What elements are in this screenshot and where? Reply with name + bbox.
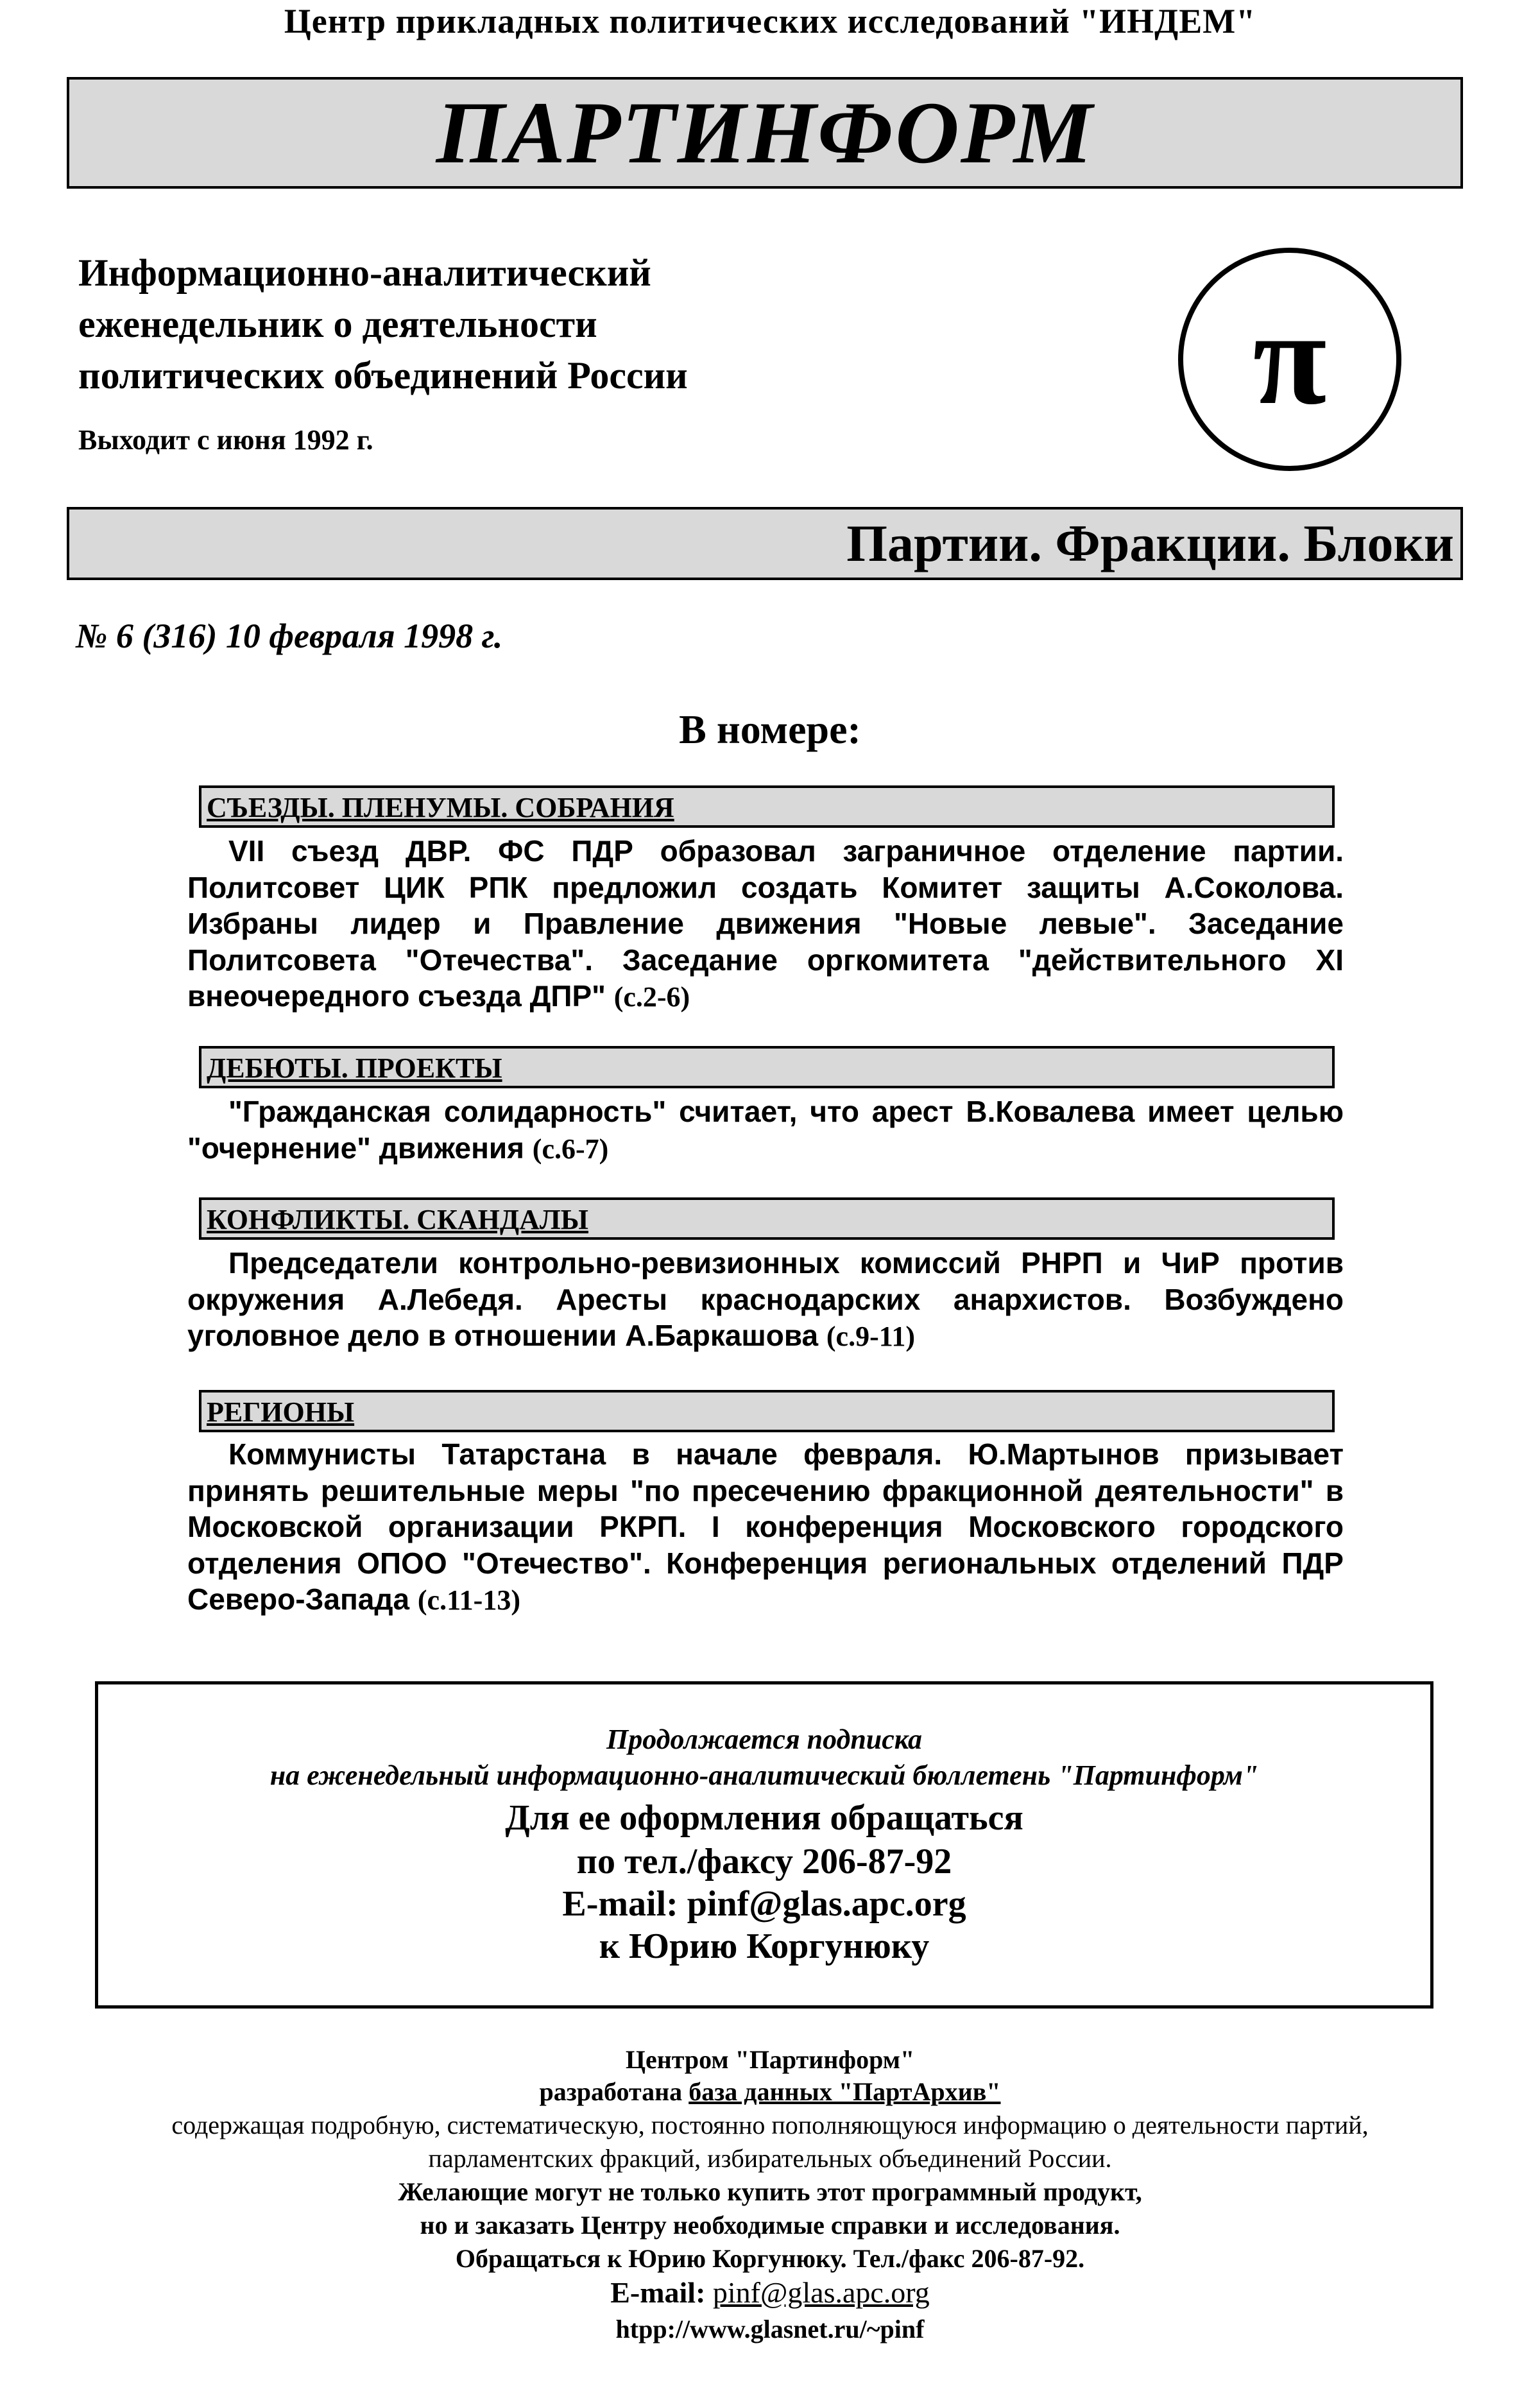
- section-banner: [67, 507, 1463, 580]
- subscription-phone: по тел./факсу 206-87-92: [576, 1842, 952, 1881]
- issue-number: № 6 (316) 10 февраля 1998 г.: [76, 617, 503, 655]
- logo-symbol: π: [1253, 284, 1327, 433]
- publication-description: [78, 247, 688, 401]
- website-link[interactable]: htpp://www.glasnet.ru/~pinf: [615, 2315, 925, 2343]
- footer-line: [0, 2077, 1540, 2107]
- title-banner: [67, 77, 1463, 189]
- summary-text: Председатели контрольно-ревизионных комиссий РНРП и ЧиР против окружения А.Лебедя. Аресты краснодарских анархистов. Возбуждено уголовное дело в отношении А.Баркашова: [187, 1246, 1344, 1352]
- publication-since: Выходит с июня 1992 г.: [78, 424, 373, 456]
- category-summary: [187, 1245, 1344, 1355]
- description-line: еженедельник о деятельности: [78, 303, 597, 345]
- subscription-line: Для ее оформления обращаться: [505, 1798, 1023, 1838]
- organization-name: Центр прикладных политических исследований "ИНДЕМ": [284, 2, 1256, 40]
- footer-line: парламентских фракций, избирательных объединений России.: [428, 2144, 1112, 2173]
- summary-text: "Гражданская солидарность" считает, что арест В.Ковалева имеет целью "очернение" движения: [187, 1095, 1344, 1165]
- summary-text: Коммунисты Татарстана в начале февраля. Ю.Мартынов призывает принять решительные меры "по пресечению фракционной деятельности" в Московской организации РКРП. I конференция Московского городского отделения ОПОО "Отечество". Конференция региональных отделений ПДР Северо-Запада: [187, 1437, 1344, 1616]
- database-link[interactable]: база данных "ПартАрхив": [689, 2077, 1001, 2106]
- email-link[interactable]: pinf@glas.apc.org: [712, 2276, 930, 2309]
- footer-line: содержащая подробную, систематическую, постоянно пополняющуюся информацию о деятельности партий,: [171, 2111, 1369, 2139]
- category-header: [199, 1390, 1335, 1432]
- category-label: РЕГИОНЫ: [207, 1396, 355, 1428]
- category-label: СЪЕЗДЫ. ПЛЕНУМЫ. СОБРАНИЯ: [207, 792, 674, 823]
- section-title: Партии. Фракции. Блоки: [846, 514, 1454, 572]
- footer-line: Центром "Партинформ": [625, 2045, 915, 2074]
- page-range: (с.6-7): [532, 1133, 609, 1165]
- page-range: (с.9-11): [826, 1321, 915, 1352]
- publication-title: ПАРТИНФОРМ: [436, 83, 1094, 182]
- subscription-box: [95, 1681, 1433, 2009]
- footer-line: Обращаться к Юрию Коргунюку. Тел./факс 206-87-92.: [455, 2244, 1085, 2273]
- pi-logo-icon: [1174, 244, 1405, 475]
- description-line: политических объединений России: [78, 354, 688, 397]
- footer-line: [0, 2275, 1540, 2309]
- category-header: [199, 1046, 1335, 1088]
- footer-text: разработана: [539, 2077, 689, 2106]
- category-summary: [187, 1093, 1344, 1167]
- contents-heading: В номере:: [679, 707, 861, 752]
- footer-line: Желающие могут не только купить этот программный продукт,: [398, 2177, 1142, 2206]
- email-label: E-mail:: [610, 2276, 713, 2309]
- page-range: (с.11-13): [417, 1584, 520, 1616]
- category-label: КОНФЛИКТЫ. СКАНДАЛЫ: [207, 1204, 588, 1235]
- subscription-contact: к Юрию Коргунюку: [599, 1926, 930, 1966]
- subscription-email: E-mail: pinf@glas.apc.org: [562, 1884, 966, 1924]
- summary-text: VII съезд ДВР. ФС ПДР образовал заграничное отделение партии. Политсовет ЦИК РПК предложил создать Комитет защиты А.Соколова. Избраны лидер и Правление движения "Новые левые". Заседание Политсовета "Отечества". Заседание оргкомитета "действительного XI внеочередного съезда ДПР": [187, 834, 1344, 1013]
- category-header: [199, 785, 1335, 828]
- subscription-line: Продолжается подписка: [606, 1724, 923, 1755]
- page-range: (с.2-6): [613, 981, 690, 1013]
- description-line: Информационно-аналитический: [78, 252, 651, 294]
- subscription-line: на еженедельный информационно-аналитический бюллетень "Партинформ": [270, 1760, 1259, 1791]
- category-summary: [187, 1436, 1344, 1619]
- category-label: ДЕБЮТЫ. ПРОЕКТЫ: [207, 1052, 502, 1084]
- category-summary: [187, 833, 1344, 1016]
- footer-line: но и заказать Центру необходимые справки и исследования.: [420, 2211, 1120, 2240]
- category-header: [199, 1197, 1335, 1240]
